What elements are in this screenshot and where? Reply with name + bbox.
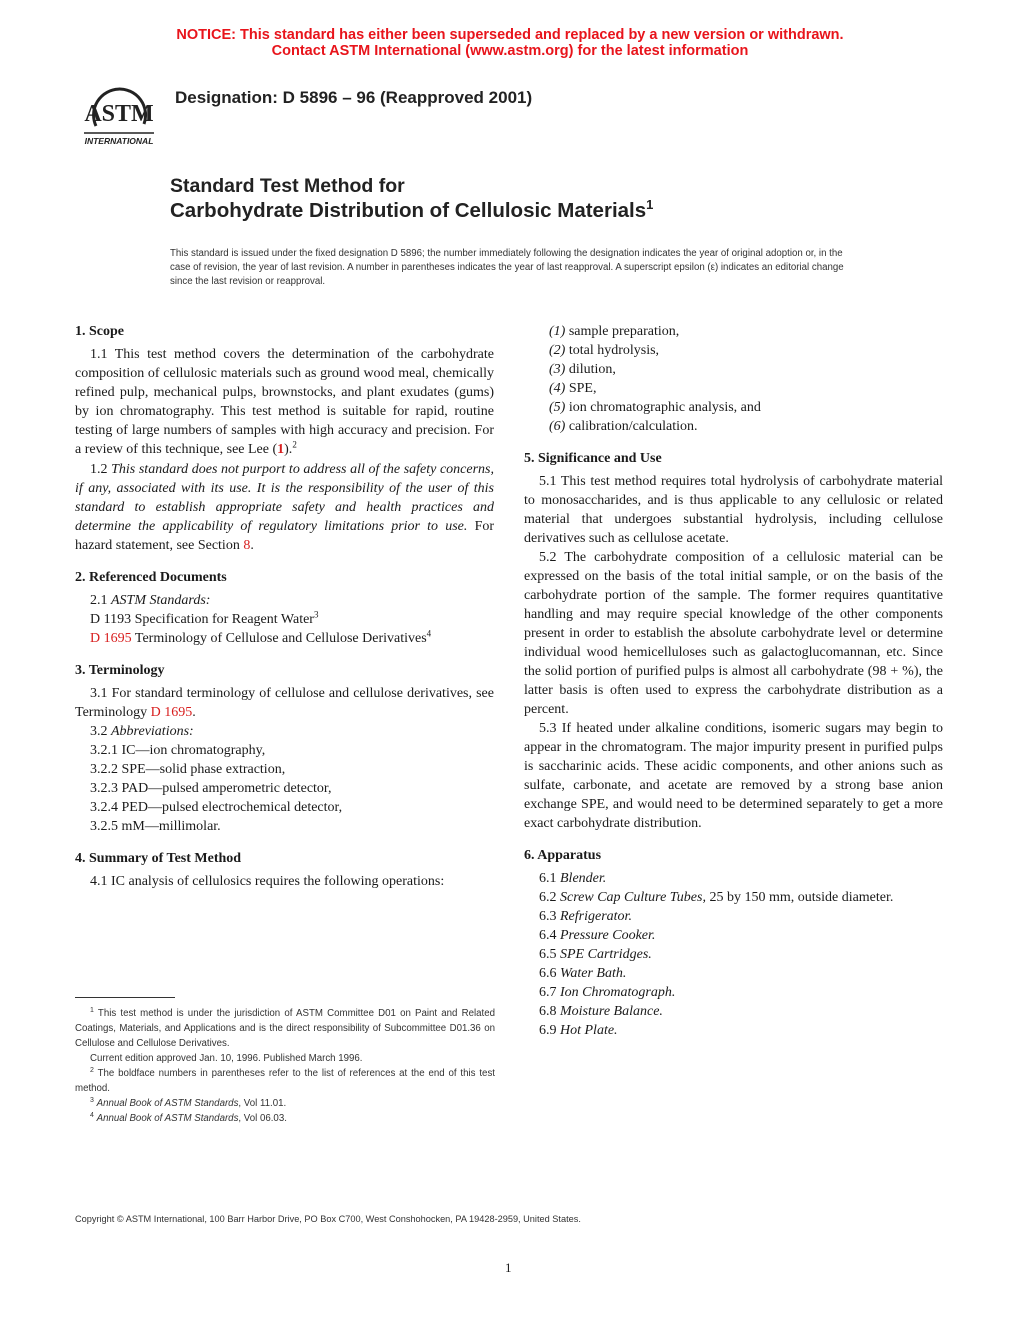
section-heading-summary: 4. Summary of Test Method: [75, 851, 242, 866]
abbreviation-item: 3.2.5 mM—millimolar.: [90, 819, 221, 834]
paragraph-1-1: 1.1 This test method covers the determination of the carbohydrate composition of cellulosic materials such as ground wood meal, chemically refined pulp, mechanical pulps, brownstocks, and plant exudates (gums) by ion chromatography. This test method is suitable for rapid, routine testing of large numbers of samples with high accuracy and precision. For a review of this technique, see Lee (1).$^2$: [75, 347, 494, 457]
abbreviation-item: 3.2.1 IC—ion chromatography,: [90, 743, 266, 758]
section-heading-significance: 5. Significance and Use: [524, 451, 662, 466]
apparatus-item: 6.2 Screw Cap Culture Tubes, 25 by 150 mm, outside diameter.: [539, 890, 894, 905]
reference-link[interactable]: 1: [277, 442, 285, 457]
notice-line-1: NOTICE: This standard has either been superseded and replaced by a new version or withdrawn.: [176, 27, 844, 43]
apparatus-item: 6.5 SPE Cartridges.: [539, 947, 652, 962]
operation-item: (2) total hydrolysis,: [549, 343, 660, 358]
issuance-note: This standard is issued under the fixed designation D 5896; the number immediately following the designation indicates the year of original adoption or, in the case of revision, the year of last revision. A number in parentheses indicates the year of last reapproval. A superscript epsilon (ε) indicates an editorial change since the last revision or reapproval.: [170, 248, 844, 287]
paragraph-5-3: 5.3 If heated under alkaline conditions, isomeric sugars may begin to appear in the chromatogram. The major impurity present in purified pulps is saccharinic acids. These acidic components, and other anions such as sulfate, carbonate, and acetate are removed by a strong base anion exchange SPE, and would need to be determined separately to get a more exact carbohydrate distribution.: [524, 721, 943, 831]
footnotes: [75, 1006, 495, 1126]
logo-caption: INTERNATIONAL: [84, 136, 154, 146]
reference-d1193: D 1193 Specification for Reagent Water$^3$: [90, 609, 319, 627]
abbreviation-item: 3.2.2 SPE—solid phase extraction,: [90, 762, 286, 777]
paragraph-4-1: 4.1 IC analysis of cellulosics requires the following operations:: [90, 874, 445, 889]
copyright: Copyright © ASTM International, 100 Barr Harbor Drive, PO Box C700, West Conshohocken, PA 19428-2959, United States.: [75, 1214, 581, 1224]
apparatus-item: 6.3 Refrigerator.: [539, 909, 632, 924]
operation-item: (1) sample preparation,: [549, 324, 680, 339]
astm-logo: [78, 78, 160, 152]
apparatus-item: 6.7 Ion Chromatograph.: [539, 985, 676, 1000]
footnote-2: $^2$ The boldface numbers in parentheses refer to the list of references at the end of this test method.: [75, 1066, 495, 1094]
apparatus-item: 6.9 Hot Plate.: [539, 1023, 618, 1038]
apparatus-item: 6.8 Moisture Balance.: [539, 1004, 663, 1019]
paragraph-2-1: 2.1 ASTM Standards:: [90, 593, 211, 608]
designation: Designation: D 5896 – 96 (Reapproved 2001): [175, 88, 533, 107]
d1695-link[interactable]: D 1695: [90, 631, 132, 646]
title-line-1: Standard Test Method for: [170, 175, 405, 197]
notice-line-2: Contact ASTM International (www.astm.org) for the latest information: [271, 43, 749, 59]
left-column: [75, 322, 494, 891]
reference-d1695: D 1695 Terminology of Cellulose and Cellulose Derivatives$^4$: [90, 628, 432, 646]
section-heading-scope: 1. Scope: [75, 324, 124, 339]
footnote-4: $^4$ Annual Book of ASTM Standards, Vol 06.03.: [90, 1111, 287, 1124]
page-number: 1: [505, 1260, 512, 1275]
apparatus-item: 6.1 Blender.: [539, 871, 607, 886]
operation-item: (6) calibration/calculation.: [549, 419, 698, 434]
operation-item: (4) SPE,: [549, 381, 597, 396]
operation-item: (3) dilution,: [549, 362, 616, 377]
footnote-3: $^3$ Annual Book of ASTM Standards, Vol 11.01.: [90, 1096, 287, 1109]
footnote-1-edition: Current edition approved Jan. 10, 1996. Published March 1996.: [90, 1053, 363, 1064]
section-8-link[interactable]: 8: [243, 538, 251, 553]
section-heading-referenced-documents: 2. Referenced Documents: [75, 570, 227, 585]
paragraph-3-1: 3.1 For standard terminology of cellulose and cellulose derivatives, see Terminology D 1695.: [75, 686, 494, 720]
abbreviation-item: 3.2.3 PAD—pulsed amperometric detector,: [90, 781, 332, 796]
apparatus-item: 6.6 Water Bath.: [539, 966, 627, 981]
apparatus-item: 6.4 Pressure Cooker.: [539, 928, 656, 943]
paragraph-5-1: 5.1 This test method requires total hydrolysis of carbohydrate material to monosaccharides, and is thus applicable to any cellulosic or related material that undergoes substantial hydrolysis, including cellulose derivatives such as cellulose acetate.: [524, 474, 943, 546]
paragraph-1-2: 1.2 This standard does not purport to address all of the safety concerns, if any, associated with its use. It is the responsibility of the user of this standard to establish appropriate safety and health practices and determine the applicability of regulatory limitations prior to use. For hazard statement, see Section 8.: [75, 462, 495, 553]
logo-letters: ASTM: [84, 101, 154, 127]
right-column: [524, 322, 943, 1040]
footnote-rule: [75, 997, 175, 998]
paragraph-3-2: 3.2 Abbreviations:: [90, 724, 194, 739]
paragraph-5-2: 5.2 The carbohydrate composition of a cellulosic material can be expressed on the basis of the total initial sample, or on the basis of the carbohydrate portion of the sample. The former requires quantitative handling and may require special knowledge of the other components present in order to establish the absolute carbohydrate level or determine individual wood hemicelluloses such as galactoglucomannan, etc. Since the solid portion of purified pulps is almost all carbohydrate (98 + %), the latter basis is often used to express the carbohydrate distribution as a percent.: [524, 550, 943, 717]
title-line-2: Carbohydrate Distribution of Cellulosic Materials$^1$: [170, 197, 654, 222]
abbreviation-item: 3.2.4 PED—pulsed electrochemical detector,: [90, 800, 343, 815]
operation-item: (5) ion chromatographic analysis, and: [549, 400, 761, 415]
d1695-terminology-link[interactable]: D 1695: [150, 705, 193, 720]
section-heading-terminology: 3. Terminology: [75, 663, 165, 678]
section-heading-apparatus: 6. Apparatus: [524, 848, 602, 863]
footnote-1: $^1$ This test method is under the jurisdiction of ASTM Committee D01 on Paint and Related Coatings, Materials, and Applications and is the direct responsibility of Subcommittee D01.36 on Cellulose and Cellulose Derivatives.: [75, 1006, 495, 1049]
